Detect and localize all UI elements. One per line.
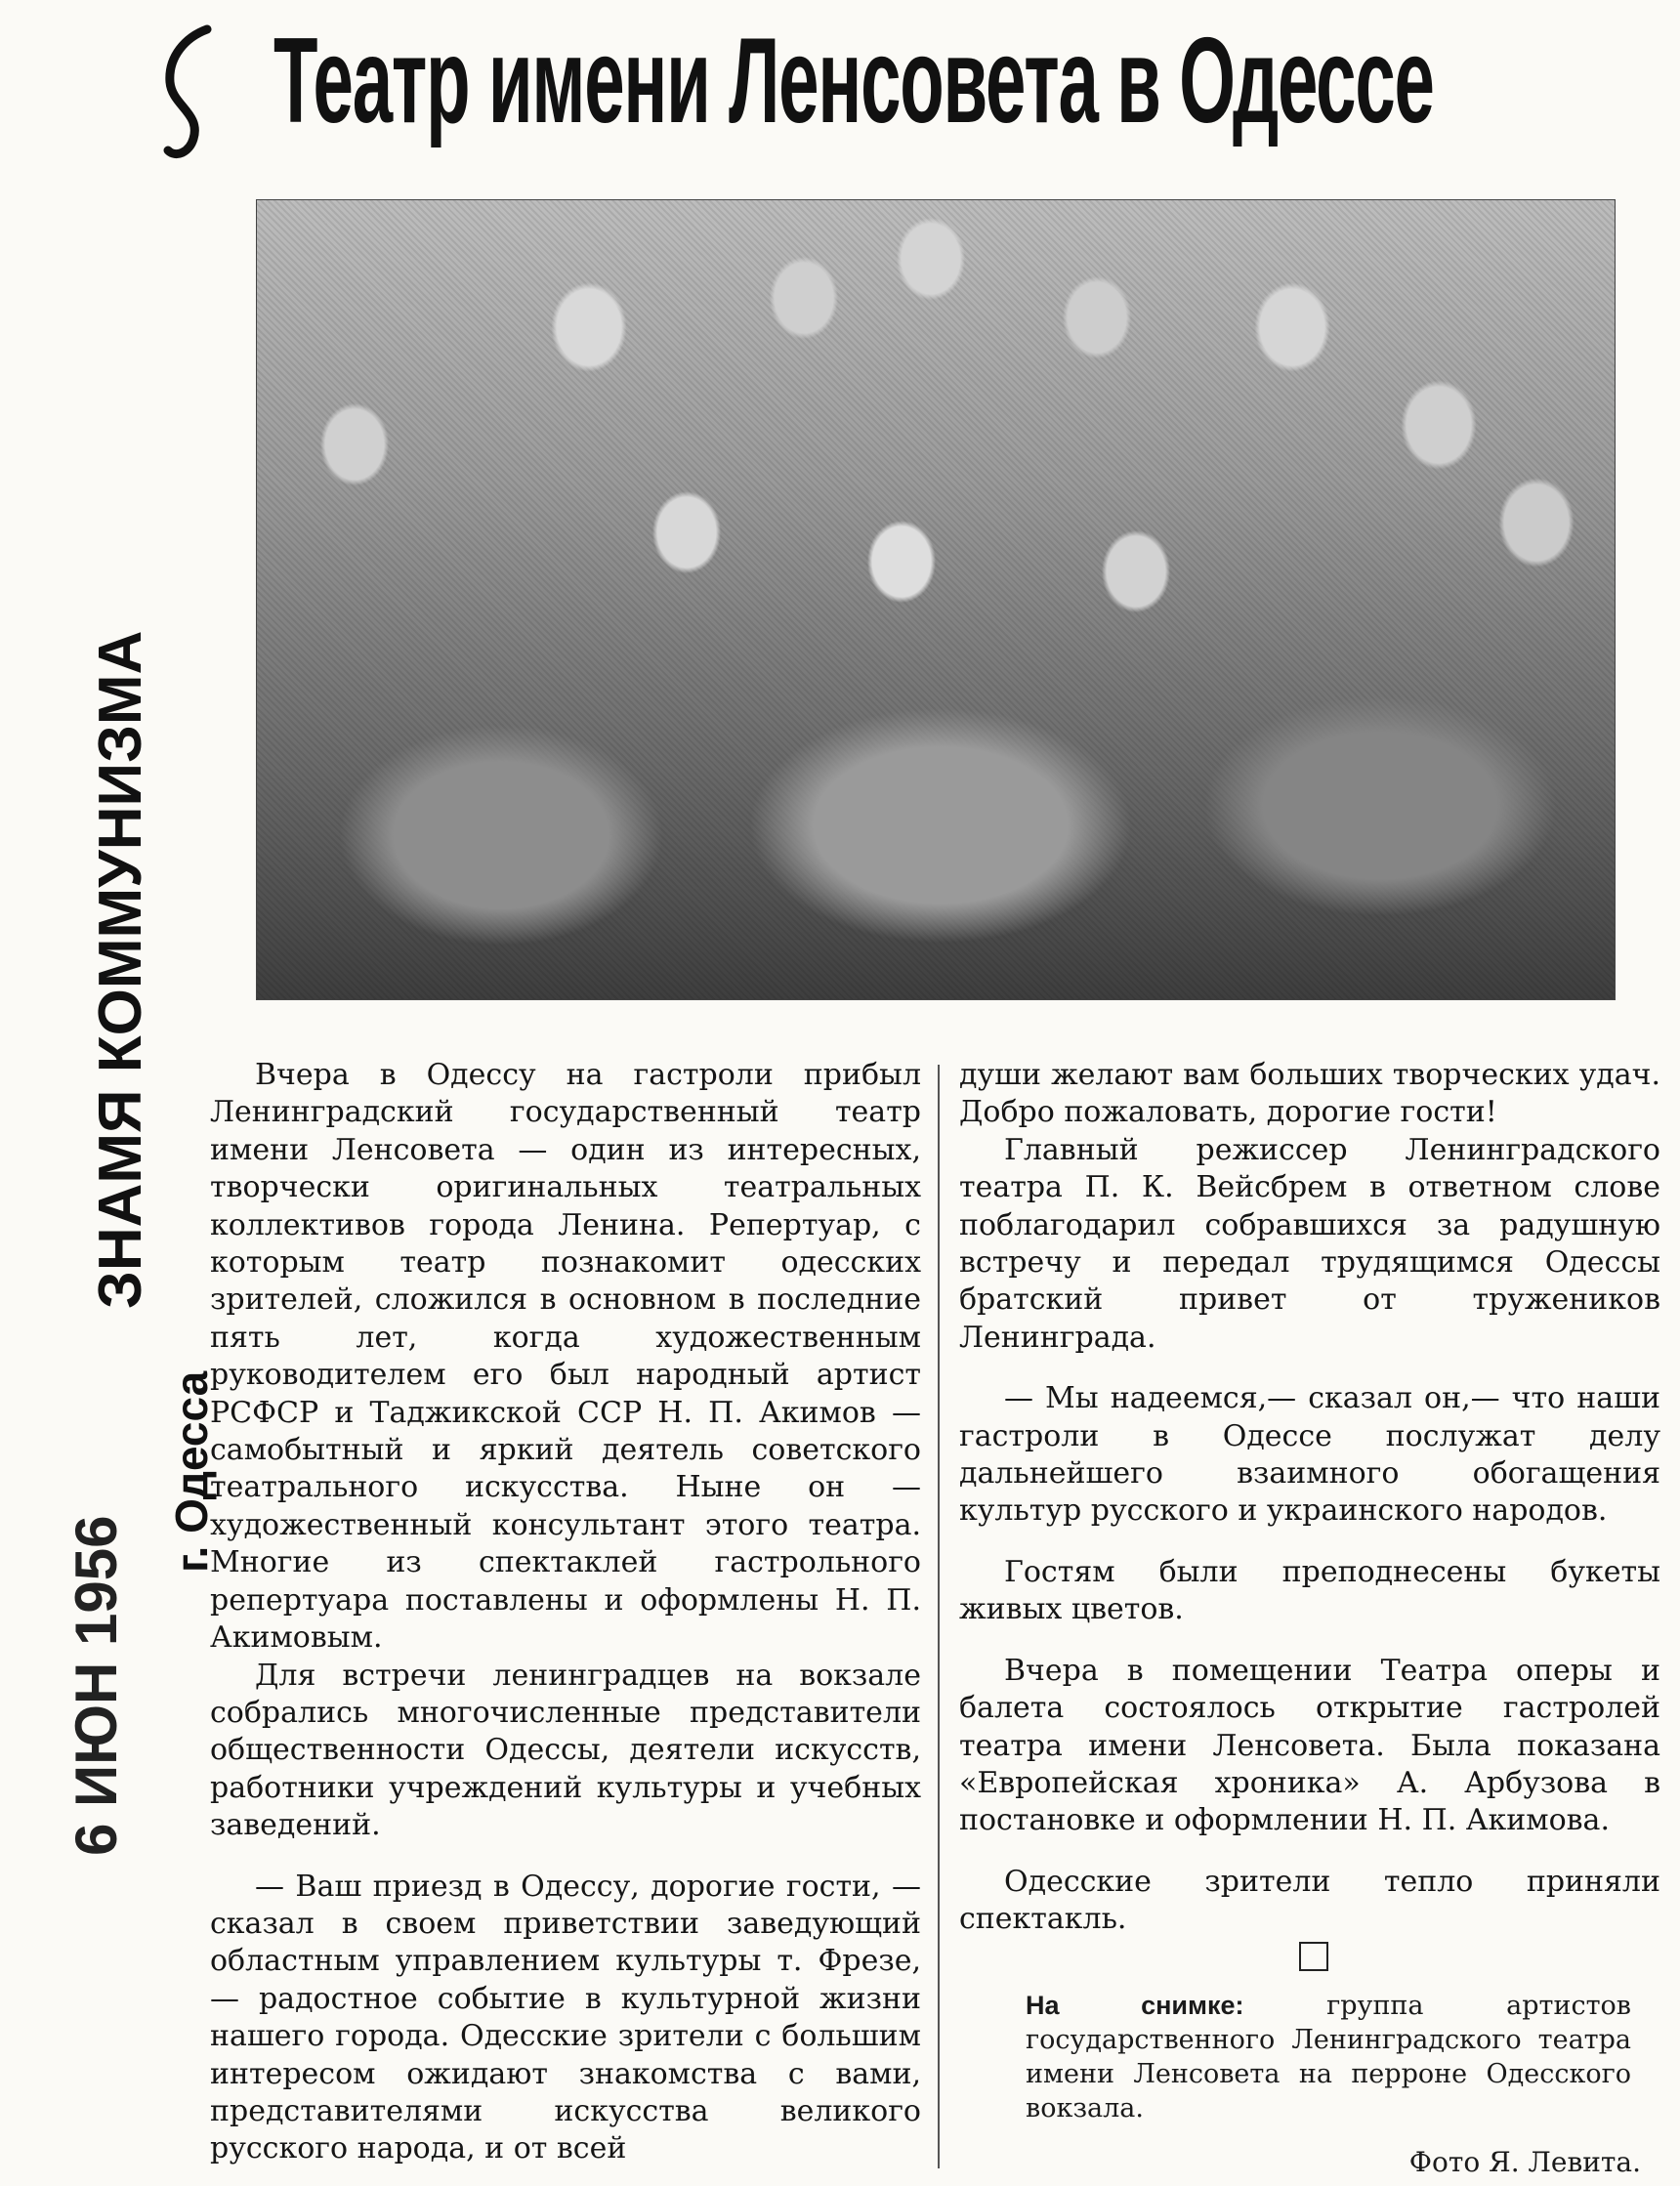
paragraph: Одесские зрители тепло приняли спектакль. bbox=[959, 1864, 1660, 1937]
paragraph: Вчера в помещении Театра оперы и балета состоялось открытие гастролей театра имени Ленсовета. Была показана «Европейская хроника» А. Арбузова в постановке и оформлении Н. П. Акимова. bbox=[959, 1653, 1660, 1838]
masthead-clipping bbox=[23, 567, 217, 1573]
paragraph: души желают вам больших творческих удач. Добро пожаловать, дорогие гости! bbox=[959, 1058, 1660, 1130]
date-stamp: 6 ИЮН 1956 bbox=[63, 1515, 129, 1856]
column-divider bbox=[938, 1065, 940, 2168]
headline: Театр имени Ленсовета в Одессе bbox=[273, 14, 1434, 148]
photo-credit: Фото Я. Левита. bbox=[1408, 2146, 1641, 2178]
caption-lead: На снимке: bbox=[1026, 1991, 1244, 2020]
paragraph: Гостям были преподнесены букеты живых цветов. bbox=[959, 1554, 1660, 1627]
group-photo bbox=[256, 199, 1616, 1000]
photo-caption bbox=[1026, 1989, 1631, 2125]
paragraph: Вчера в Одессу на гастроли прибыл Ленинградский государственный театр имени Ленсовета — один из интересных, творчески оригинальных театральных коллективов города Ленина. Репертуар, с которым театр познакомит одесских зрителей, сложился в основном в последние пять лет, когда художественным руководителем его был народный артист РСФСР и Таджикской ССР Н. П. Акимов — самобытный и яркий деятель советского театрального искусства. Ныне он — художественный консультант этого театра. Многие из спектаклей гастрольного репертуара поставлены и оформлены Н. П. Акимовым. bbox=[210, 1058, 921, 1656]
caption-text: группа артистов государственного Ленинградского театра имени Ленсовета на перроне Одесского вокзала. bbox=[1026, 1991, 1631, 2123]
paragraph: — Мы надеемся,— сказал он,— что наши гастроли в Одессе послужат делу дальнейшего взаимного обогащения культур русского и украинского народов. bbox=[959, 1381, 1660, 1529]
article-column-2 bbox=[959, 1057, 1660, 1939]
publication-name: ЗНАМЯ КОММУНИЗМА bbox=[87, 630, 154, 1309]
section-break-square-icon bbox=[1299, 1942, 1328, 1971]
handwritten-mark bbox=[147, 23, 215, 170]
paragraph: — Ваш приезд в Одессу, дорогие гости, — сказал в своем приветствии заведующий областным управлением культуры т. Фрезе,— радостное событие в культурной жизни нашего города. Одесские зрители с большим интересом ожидают знакомства с вами, представителями искусства великого русского народа, и от всей bbox=[210, 1869, 921, 2166]
article-column-1 bbox=[210, 1057, 921, 2168]
paragraph: Главный режиссер Ленинградского театра П. К. Вейсбрем в ответном слове поблагодарил собравшихся за радушную встречу и передал трудящимся Одессы братский привет от тружеников Ленинграда. bbox=[959, 1132, 1660, 1355]
paragraph: Для встречи ленинградцев на вокзале собрались многочисленные представители общественности Одессы, деятели искусств, работники учреждений культуры и учебных заведений. bbox=[210, 1658, 921, 1843]
publication-city: г. Одесса bbox=[166, 1370, 217, 1573]
